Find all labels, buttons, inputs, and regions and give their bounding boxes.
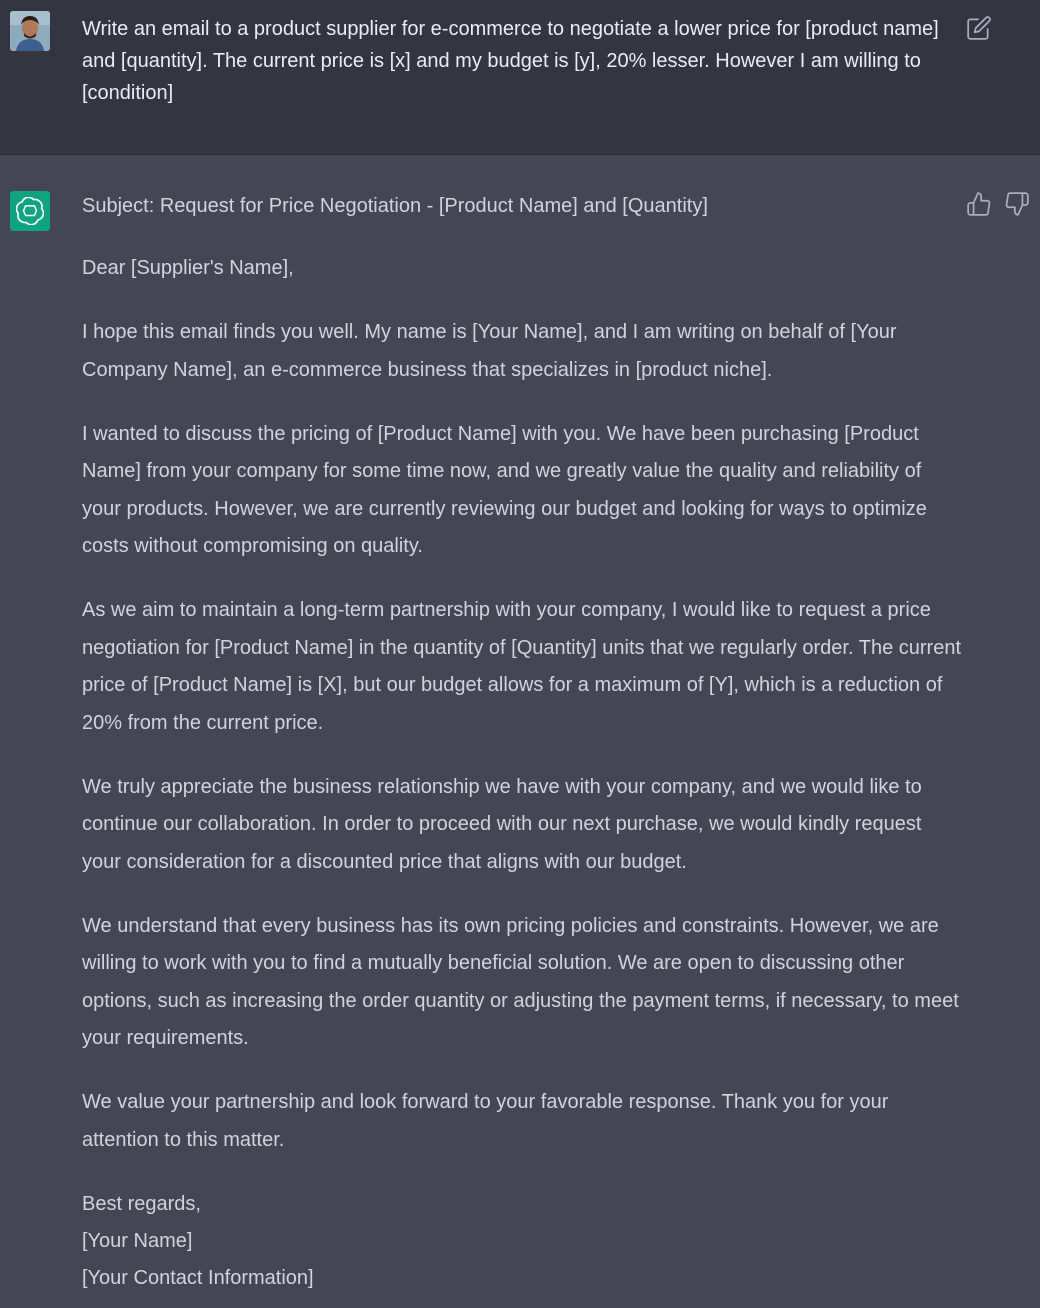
user-avatar-photo <box>10 11 50 51</box>
email-paragraph: I wanted to discuss the pricing of [Product Name] with you. We have been purchasing [Product Name] from your company for some time now, and we greatly value the quality and reliability of your products. However, we are currently reviewing our budget and looking for ways to optimize costs without compromising on quality. <box>82 422 927 557</box>
assistant-message <box>0 155 1040 1308</box>
email-paragraph: We understand that every business has its own pricing policies and constraints. However, we are willing to work with you to find a mutually beneficial solution. We are open to discussing other options, such as increasing the order quantity or adjusting the payment terms, if necessary, to meet your requirements. <box>82 914 959 1049</box>
openai-logo-icon <box>16 197 44 225</box>
email-greeting: Dear [Supplier's Name], <box>82 257 294 279</box>
assistant-response <box>82 190 962 1297</box>
thumbs-down-button[interactable] <box>1004 191 1030 217</box>
signoff-line: Best regards, <box>82 1192 201 1215</box>
email-subject: Subject: Request for Price Negotiation - [Product Name] and [Quantity] <box>82 195 708 217</box>
email-paragraph: I hope this email finds you well. My name is [Your Name], and I am writing on behalf of [Your Company Name], an e-commerce business that specializes in [product niche]. <box>82 321 897 381</box>
edit-button[interactable] <box>966 15 992 41</box>
user-message <box>0 0 1040 155</box>
email-signoff <box>82 1186 962 1297</box>
thumbs-down-icon <box>1004 191 1030 217</box>
thumbs-up-icon <box>966 191 992 217</box>
signoff-line: [Your Contact Information] <box>82 1266 314 1289</box>
edit-icon <box>966 15 992 41</box>
signoff-line: [Your Name] <box>82 1229 193 1252</box>
email-paragraph: We value your partnership and look forward to your favorable response. Thank you for your attention to this matter. <box>82 1091 889 1151</box>
thumbs-up-button[interactable] <box>966 191 992 217</box>
user-prompt-text: Write an email to a product supplier for e-commerce to negotiate a lower price for [product name] and [quantity]. The current price is [x] and my budget is [y], 20% lesser. However I am willing to [condition] <box>82 18 939 104</box>
email-paragraph: We truly appreciate the business relationship we have with your company, and we would like to continue our collaboration. In order to proceed with our next purchase, we would kindly request your consideration for a discounted price that aligns with our budget. <box>82 775 922 873</box>
email-paragraph: As we aim to maintain a long-term partnership with your company, I would like to request a price negotiation for [Product Name] in the quantity of [Quantity] units that we regularly order. The current price of [Product Name] is [X], but our budget allows for a maximum of [Y], which is a reduction of 20% from the current price. <box>82 599 961 734</box>
assistant-avatar <box>10 191 50 231</box>
user-avatar <box>10 11 50 51</box>
